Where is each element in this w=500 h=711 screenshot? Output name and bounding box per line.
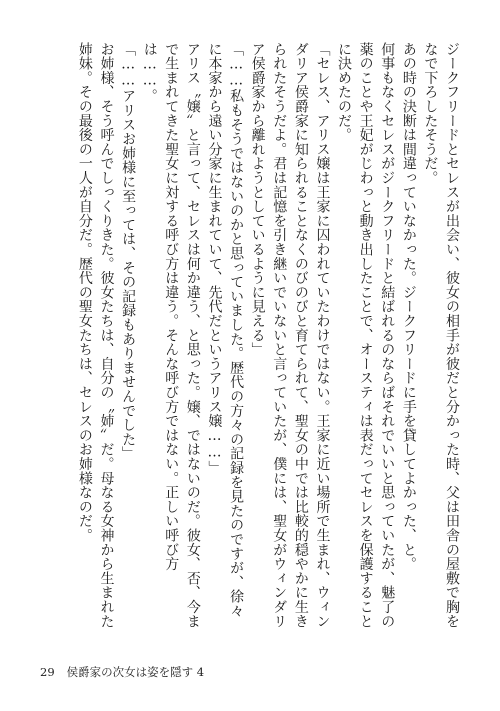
vertical-text-body bbox=[62, 42, 462, 632]
paragraph: ジークフリードとセレスが出会い、彼女の相手が彼だと分かった時、父は田舎の屋敷で胸をなで下ろしたそうだ。 bbox=[422, 42, 460, 629]
paragraph: 「セレス、アリス嬢は王家に囚われていたわけではない。王家に近い場所で生まれ、ウィンダリア侯爵家に知られることなくのびのびと育てられて、聖女の中では比較的穏やかに生きられたそうだよ。君は記憶を引き継いでいないと言っていたが、僕には、聖女がウィンダリア侯爵家から離れようとしているように見える」 bbox=[249, 42, 331, 629]
paragraph: 「……アリスお姉様に至っては、その記録もありませんでした」 bbox=[120, 42, 137, 461]
page-number: 29 bbox=[40, 665, 55, 679]
paragraph: 何事もなくセレスがジークフリードと結ばれるのならばそれでいいと思っていたが、魅了の薬のことや王妃がじわっと動き出したことで、オースティは表だってセレスを保護することに決めたのだ。 bbox=[336, 42, 396, 629]
paragraph: 「……私もそうではないのかと思っていました。歴代の方々の記録を見たのですが、徐々に本家から遠い分家に生まれていて、先代だというアリス嬢……」 bbox=[206, 42, 245, 618]
paragraph: お姉様、そう呼んでしっくりきた。彼女たちは、自分の〝姉〟だ。母なる女神から生まれた姉妹。その最後の一人が自分だ。歴代の聖女たちは、セレスのお姉様なのだ。 bbox=[76, 42, 115, 629]
book-title: 侯爵家の次女は姿を隠す 4 bbox=[66, 665, 205, 679]
page-footer bbox=[40, 664, 204, 680]
paragraph: アリス〝嬢〟と言って、セレスは何か違う、と思った。嬢、ではないのだ。彼女、否、今まで生まれてきた聖女に対する呼び方は違う。そんな呼び方ではない。正しい呼び方は……。 bbox=[141, 42, 201, 629]
paragraph: あの時の決断は間違っていなかった。ジークフリードに手を貸してよかった、と。 bbox=[400, 42, 417, 572]
